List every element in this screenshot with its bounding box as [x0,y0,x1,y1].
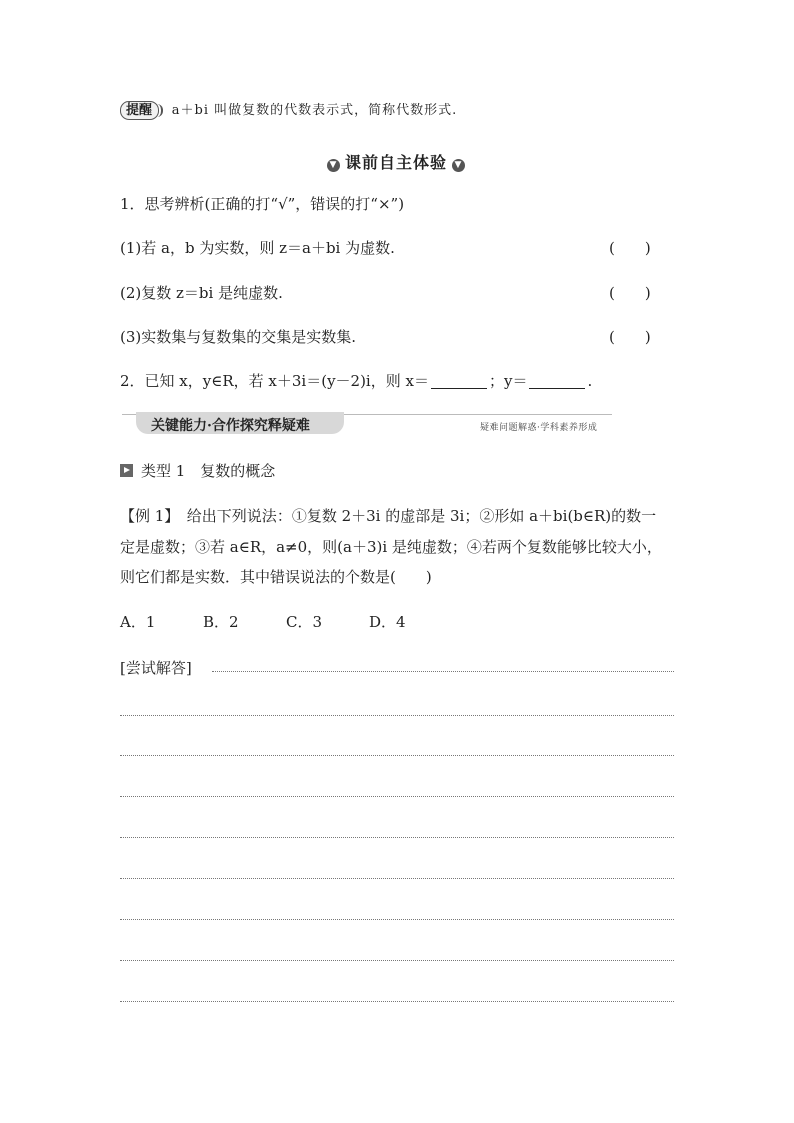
answer-line[interactable] [120,960,674,961]
answer-line[interactable] [212,671,674,672]
answer-line[interactable] [120,755,674,756]
answer-line[interactable] [120,919,674,920]
q1-answer-paren-2[interactable]: ( ) [609,284,651,302]
q1-answer-paren-3[interactable]: ( ) [609,328,651,346]
answer-line[interactable] [120,715,674,716]
example1-line-2: 定是虚数；③若 a∈R，a≠0，则(a＋3)i 是纯虚数；④若两个复数能够比较大小， [120,538,662,556]
answer-line[interactable] [120,837,674,838]
answer-line[interactable] [120,796,674,797]
option-c[interactable]: C．3 [286,613,323,631]
q1-answer-paren-1[interactable]: ( ) [609,239,651,257]
play-icon [120,464,133,477]
option-d[interactable]: D．4 [369,613,406,631]
q2-text-2: ；y＝ [488,372,528,390]
tip-badge: 提醒 [120,101,159,120]
option-b[interactable]: B．2 [203,613,239,631]
example1-line-3: 则它们都是实数．其中错误说法的个数是( ) [120,568,432,586]
type1-label: 类型 1 复数的概念 [141,462,276,480]
section-title-text: 课前自主体验 [345,153,448,172]
q2-text-1: 2．已知 x，y∈R，若 x＋3i＝(y－2)i，则 x＝ [120,372,429,390]
down-arrow-icon: ▼ [327,159,340,172]
attempt-label: [尝试解答] [120,659,192,677]
answer-line[interactable] [120,878,674,879]
down-arrow-icon: ▼ [452,159,465,172]
answer-line[interactable] [120,1001,674,1002]
q1-item-3: (3)实数集与复数集的交集是实数集. [120,328,357,346]
q2-text-3: . [587,372,593,390]
tip-text: a＋bi 叫做复数的代数表示式，简称代数形式. [171,103,458,118]
q1-item-2: (2)复数 z＝bi 是纯虚数. [120,284,283,302]
q2-blank-y[interactable] [529,373,585,389]
q2-blank-x[interactable] [431,373,487,389]
banner-subtitle: 疑难问题解惑·学科素养形成 [480,423,598,433]
q2-line [120,370,592,391]
example1-line-1: 【例 1】 给出下列说法：①复数 2＋3i 的虚部是 3i；②形如 a＋bi(b∈R)的数一 [120,507,657,525]
q1-intro: 1．思考辨析(正确的打“√”，错误的打“×”) [120,195,405,213]
option-a[interactable]: A．1 [120,613,156,631]
section-title [322,150,470,173]
tip-line [120,99,457,120]
type1-heading [120,460,275,481]
banner-title: 关键能力·合作探究释疑难 [151,418,310,434]
q1-item-1: (1)若 a，b 为实数，则 z＝a＋bi 为虚数. [120,239,395,257]
